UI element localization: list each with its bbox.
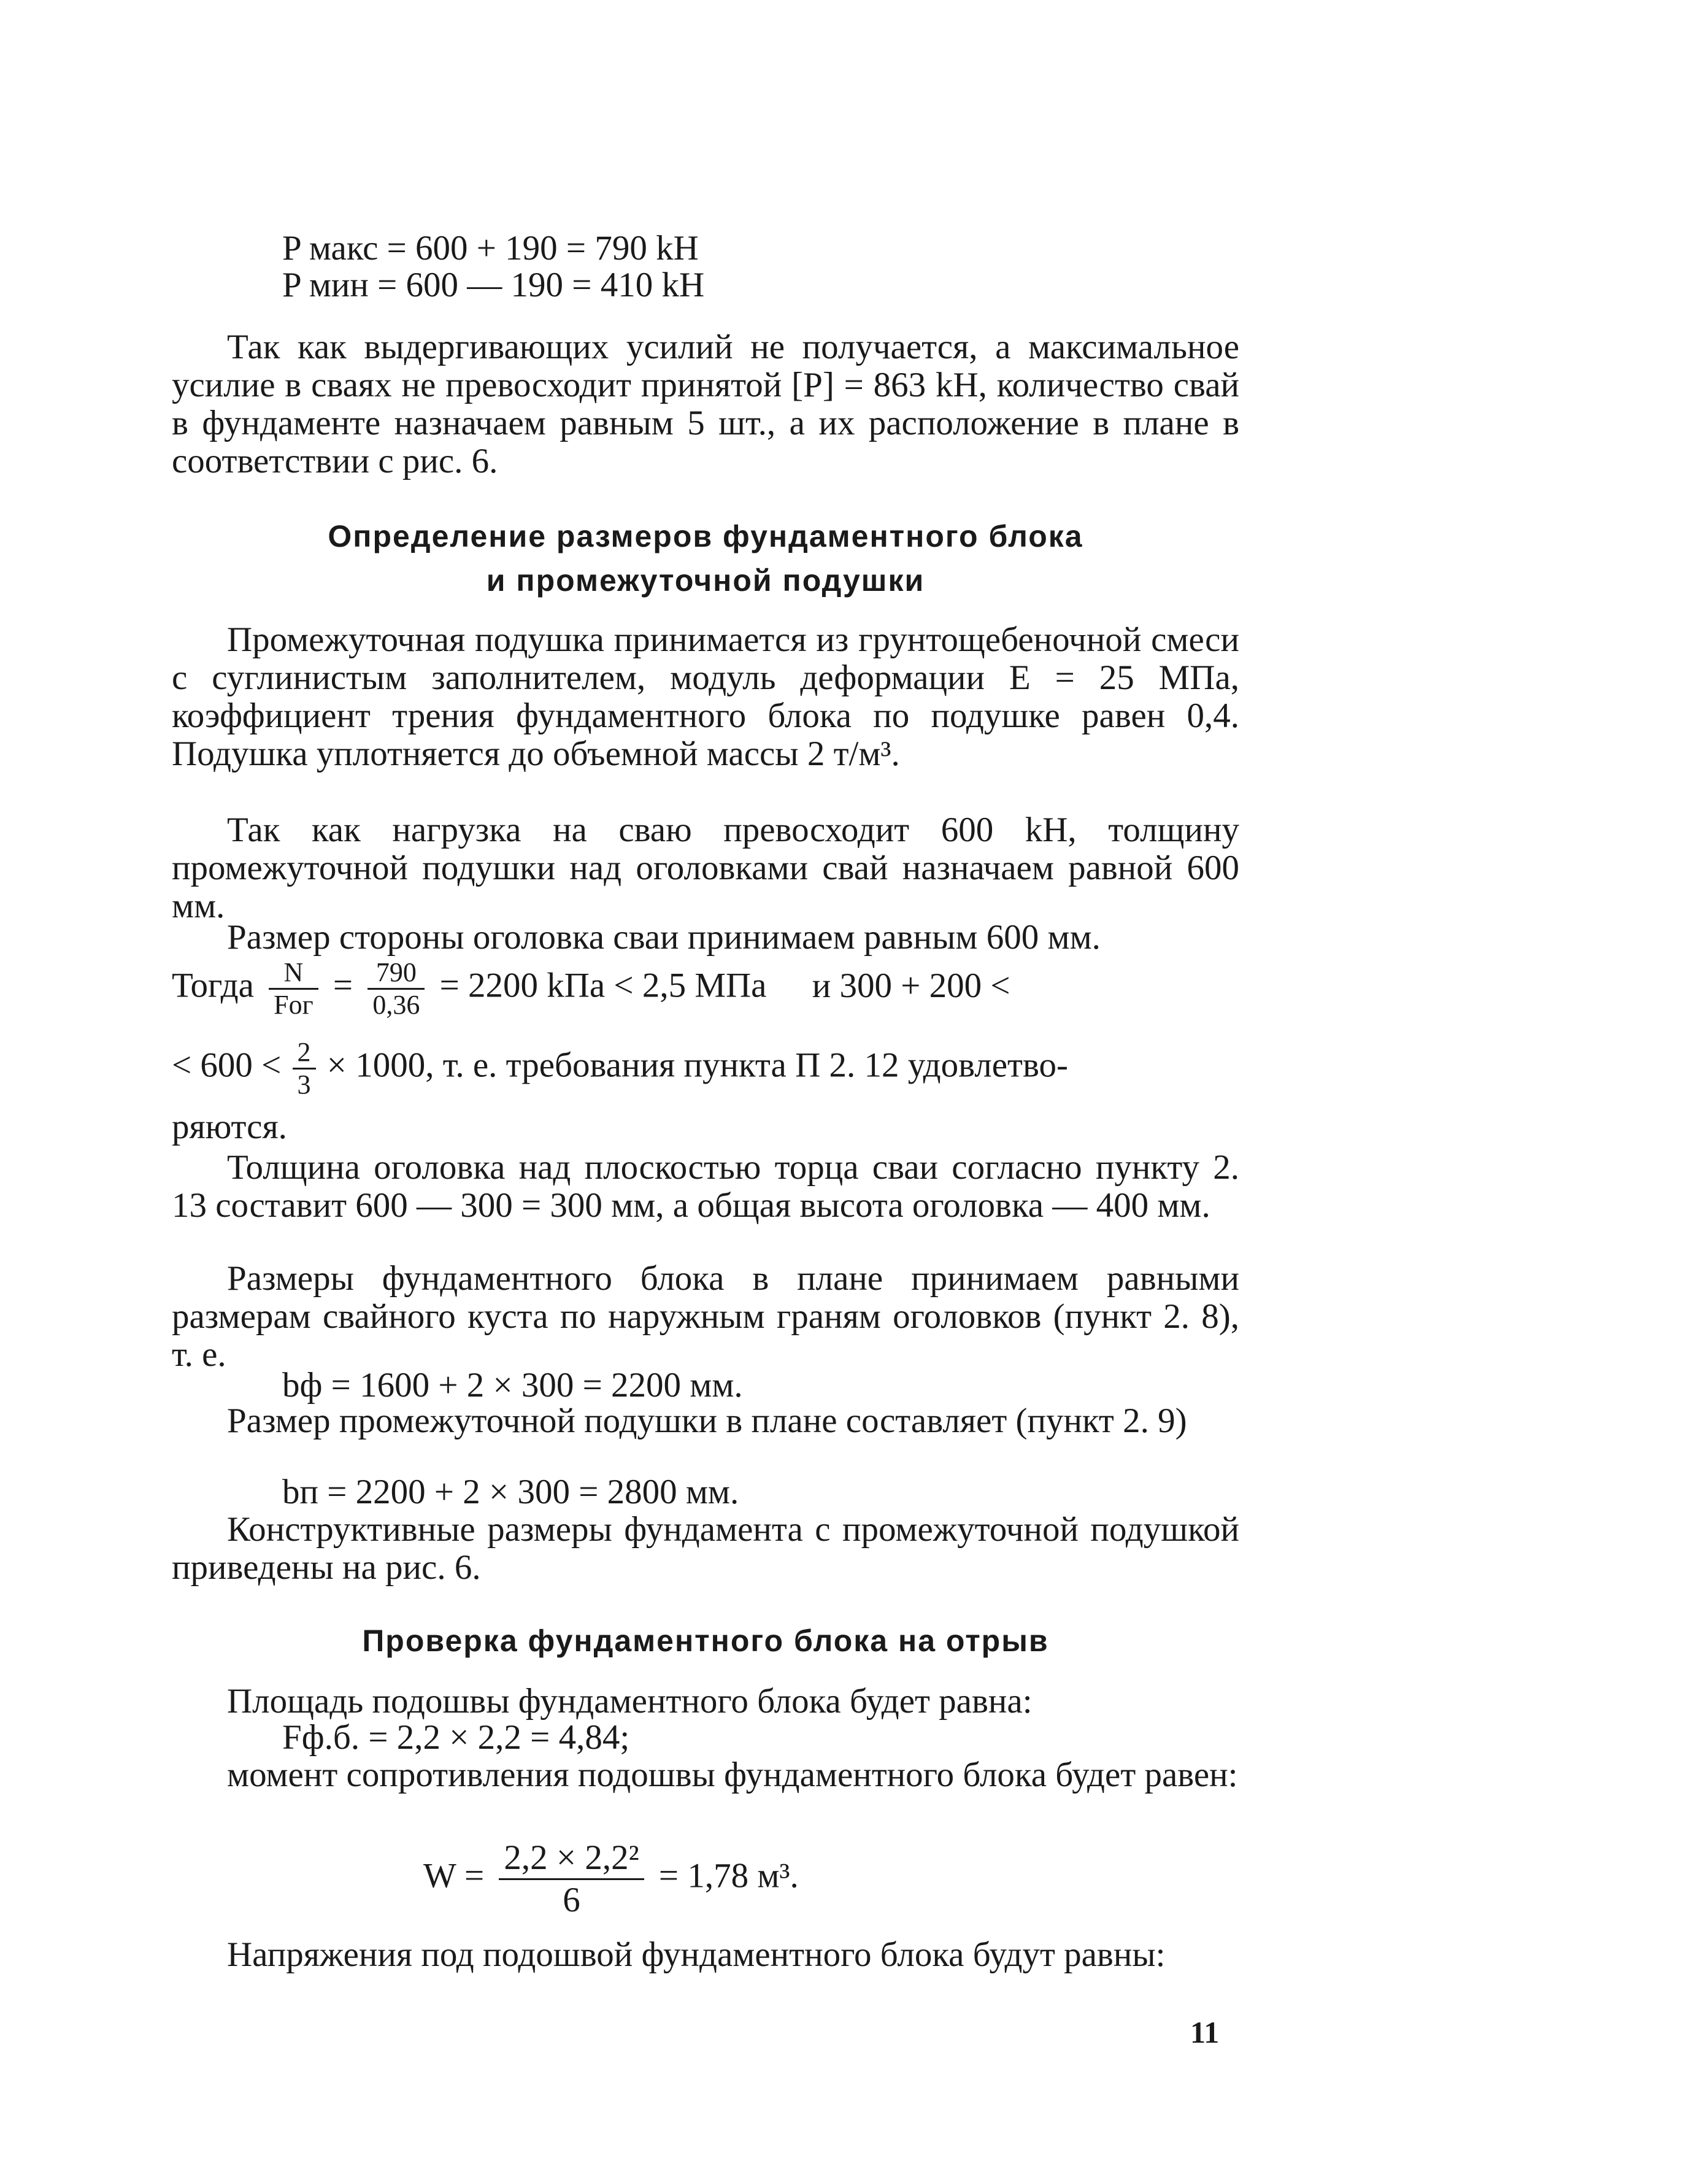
formula-togda-result: = 2200 kПа < 2,5 МПа — [439, 966, 767, 1005]
formula-bf-text: bф = 1600 + 2 × 300 = 2200 мм. — [282, 1366, 743, 1405]
formula-w-lhs: W = — [423, 1856, 485, 1895]
fraction-3: 3 — [297, 1070, 311, 1100]
paragraph-3 — [172, 811, 1239, 925]
formula-togda-lead: Тогда — [172, 966, 254, 1005]
formula-togda-and: и 300 + 200 < — [812, 966, 1010, 1005]
section-heading-2 — [172, 1619, 1239, 1663]
paragraph-2-text: Промежуточная подушка принимается из грунтощебеночной смеси с суглинистым заполнителем, модуль деформации E = 25 МПа, коэффициент трения фундаментного блока по подушке равен 0,4. Подушка уплотняется до объемной массы 2 т/м³. — [172, 620, 1239, 773]
formula-cont-end: ряются. — [172, 1108, 287, 1146]
equals-sign: = — [333, 966, 353, 1005]
fraction-w-num: 2,2 × 2,2² — [499, 1838, 644, 1880]
fraction-w — [499, 1838, 644, 1921]
fraction-2: 2 — [293, 1037, 316, 1070]
paragraph-5-text: Толщина оголовка над плоскостью торца сваи согласно пункту 2. 13 составит 600 — 300 = 300 мм, а общая высота оголовка — 400 мм. — [172, 1148, 1239, 1225]
paragraph-6 — [172, 1260, 1239, 1374]
fraction-n-over-f — [269, 957, 318, 1020]
paragraph-10 — [172, 1756, 1239, 1794]
paragraph-4-text: Размер стороны оголовка сваи принимаем равным 600 мм. — [227, 918, 1101, 957]
fraction-n: N — [269, 957, 318, 990]
formula-f-text: Fф.б. = 2,2 × 2,2 = 4,84; — [282, 1718, 630, 1757]
fraction-f-og: Fог — [274, 990, 314, 1020]
paragraph-1-text: Так как выдергивающих усилий не получается, а максимальное усилие в сваях не превосходит принятой [P] = 863 kH, количество свай в фундаменте назначаем равным 5 шт., а их расположение в плане в соответствии с рис. 6. — [172, 328, 1239, 480]
section-heading-1-line2: и промежуточной подушки — [486, 563, 925, 598]
formula-cont-lead: < 600 < — [172, 1046, 282, 1085]
formula-w-rhs: = 1,78 м³. — [658, 1856, 799, 1895]
paragraph-7 — [172, 1402, 1239, 1440]
section-heading-1-line1: Определение размеров фундаментного блока — [328, 519, 1083, 553]
formula-togda — [172, 957, 1010, 1020]
paragraph-1 — [172, 328, 1239, 480]
paragraph-3-text: Так как нагрузка на сваю превосходит 600 kH, толщину промежуточной подушки над оголовками свай назначаем равной 600 мм. — [172, 811, 1239, 925]
section-heading-1 — [172, 514, 1239, 603]
fraction-790: 790 — [367, 957, 425, 990]
formula-w — [423, 1838, 799, 1921]
paragraph-10-text: момент сопротивления подошвы фундаментного блока будет равен: — [227, 1756, 1238, 1794]
section-heading-2-text: Проверка фундаментного блока на отрыв — [362, 1624, 1049, 1658]
fraction-790-over-036 — [367, 957, 425, 1020]
paragraph-4 — [172, 919, 1239, 957]
fraction-w-den: 6 — [563, 1881, 580, 1919]
paragraph-2 — [172, 621, 1239, 773]
formula-togda-continuation — [172, 1037, 1068, 1100]
paragraph-6-text: Размеры фундаментного блока в плане принимаем равными размерам свайного куста по наружным граням оголовков (пункт 2. 8), т. е. — [172, 1259, 1239, 1374]
formula-pmin — [282, 267, 704, 304]
formula-bp — [282, 1474, 739, 1511]
formula-pmax-text: P макс = 600 + 190 = 790 kH — [282, 229, 699, 268]
formula-pmin-text: P мин = 600 — 190 = 410 kH — [282, 266, 705, 304]
paragraph-11 — [172, 1936, 1239, 1974]
paragraph-7-text: Размер промежуточной подушки в плане составляет (пункт 2. 9) — [227, 1401, 1187, 1440]
fraction-036: 0,36 — [372, 990, 420, 1020]
page-number: 11 — [1190, 2015, 1220, 2049]
formula-bp-text: bп = 2200 + 2 × 300 = 2800 мм. — [282, 1473, 739, 1511]
formula-pmax — [282, 230, 699, 267]
paragraph-5 — [172, 1149, 1239, 1225]
paragraph-8 — [172, 1511, 1239, 1587]
fraction-two-thirds — [293, 1037, 316, 1100]
paragraph-9 — [172, 1683, 1239, 1721]
formula-togda-end — [172, 1109, 287, 1146]
formula-bf — [282, 1367, 743, 1404]
formula-f — [282, 1719, 629, 1756]
paragraph-9-text: Площадь подошвы фундаментного блока будет равна: — [227, 1682, 1033, 1721]
paragraph-11-text: Напряжения под подошвой фундаментного блока будут равны: — [227, 1935, 1166, 1974]
formula-cont-tail: × 1000, т. е. требования пункта П 2. 12 удовлетво- — [326, 1046, 1068, 1085]
paragraph-8-text: Конструктивные размеры фундамента с промежуточной подушкой приведены на рис. 6. — [172, 1510, 1239, 1587]
